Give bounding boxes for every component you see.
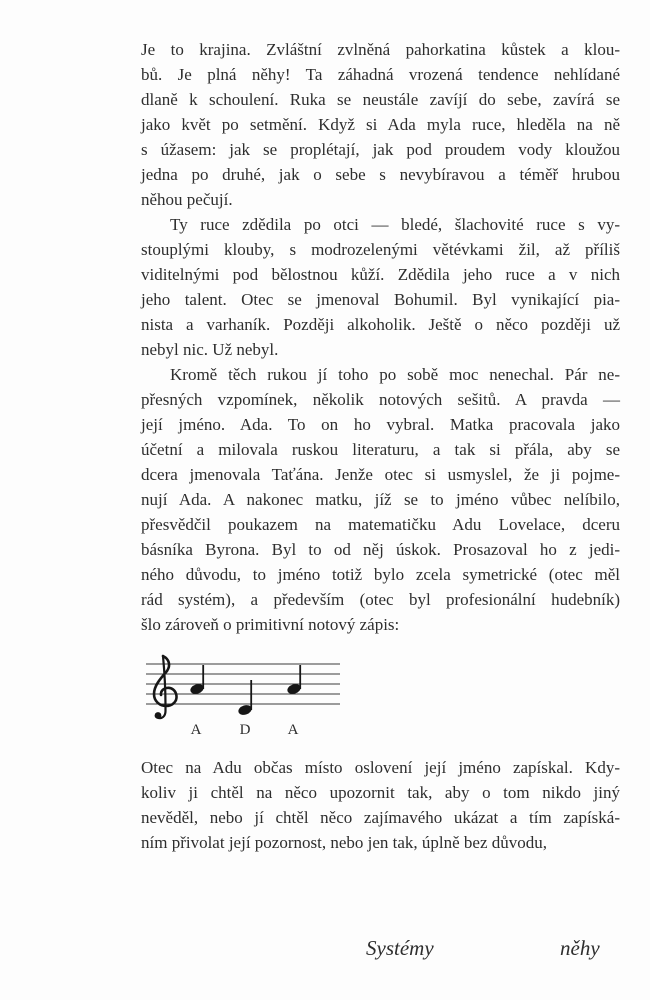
body-text-after-music [141, 755, 620, 855]
quarter-note-a1 [189, 665, 205, 695]
footer-section-title: něhy [560, 936, 600, 960]
treble-clef-icon [154, 656, 177, 719]
text-line: přesných vzpomínek, několik notových sešitů. A pravda — [141, 390, 620, 409]
note-label-a2: A [287, 722, 299, 738]
text-line: šlo zároveň o primitivní notový zápis: [141, 615, 400, 634]
text-line: s úžasem: jak se proplétají, jak pod proudem vody kloužou [141, 140, 620, 159]
text-line: bů. Je plná něhy! Ta záhadná vrozená tendence nehlídané [141, 65, 620, 84]
text-line: rád systém), a především (otec byl profesionální hudebník) [141, 590, 620, 609]
text-line: jako květ po setmění. Když si Ada myla ruce, hleděla na ně [141, 115, 620, 134]
body-text-before-music [141, 37, 620, 637]
quarter-note-a2 [286, 665, 302, 695]
text-line: Otec na Adu občas místo oslovení její jméno zapískal. Kdy- [141, 758, 620, 777]
text-line: přesvědčil poukazem na matematičku Adu Lovelace, dceru [141, 515, 620, 534]
text-line: Kromě těch rukou jí toho po sobě moc nenechal. Pár ne- [170, 365, 620, 384]
text-line: Je to krajina. Zvláštní zvlněná pahorkatina kůstek a klou- [141, 40, 620, 59]
music-staff-notation [144, 650, 344, 742]
text-line: ného důvodu, to jméno totiž bylo zcela symetrické (otec měl [141, 565, 620, 584]
note-label-a1: A [190, 722, 202, 738]
text-line: dlaně k schoulení. Ruka se neustále zavíjí do sebe, zavírá se [141, 90, 620, 109]
quarter-note-d [237, 680, 253, 716]
note-labels [191, 722, 299, 738]
paragraph [141, 362, 620, 637]
text-line: ním přivolat její pozornost, nebo jen tak, úplně bez důvodu, [141, 833, 548, 852]
paragraph [141, 212, 620, 362]
text-line: její jméno. Ada. To on ho vybral. Matka pracovala jako [141, 415, 620, 434]
note-label-d: D [239, 722, 251, 738]
text-line: koliv ji chtěl na něco upozornit tak, aby o tom nikdo jiný [141, 783, 620, 802]
text-line: jedna po druhé, jak o sebe s nevybíravou a téměř hrubou [141, 165, 620, 184]
footer-chapter-title: Systémy [366, 936, 434, 960]
text-line: dcera jmenovala Taťána. Jenže otec si usmyslel, že ji pojme- [141, 465, 620, 484]
text-line: nují Ada. A nakonec matku, jíž se to jméno vůbec nelíbilo, [141, 490, 620, 509]
text-line: nevěděl, nebo jí chtěl něco zajímavého ukázat a tím zapíská- [141, 808, 620, 827]
text-line: stouplými klouby, s modrozelenými větévkami žil, až příliš [141, 240, 620, 259]
paragraph [141, 37, 620, 212]
text-line: Ty ruce zdědila po otci — bledé, šlachovité ruce s vy- [170, 215, 620, 234]
text-line: nebyl nic. Už nebyl. [141, 340, 279, 359]
text-line: básníka Byrona. Byl to od něj úskok. Prosazoval ho z jedi- [141, 540, 620, 559]
text-line: nista a varhaník. Později alkoholik. Ještě o něco později už [141, 315, 620, 334]
text-line: jeho talent. Otec se jmenoval Bohumil. Byl vynikající pia- [141, 290, 620, 309]
text-line: něhou pečují. [141, 190, 233, 209]
staff-lines [146, 664, 340, 704]
text-line: viditelnými pod bělostnou kůží. Zdědila jeho ruce a v nich [141, 265, 620, 284]
text-line: účetní a milovala ruskou literaturu, a tak si přála, aby se [141, 440, 620, 459]
paragraph [141, 755, 620, 855]
